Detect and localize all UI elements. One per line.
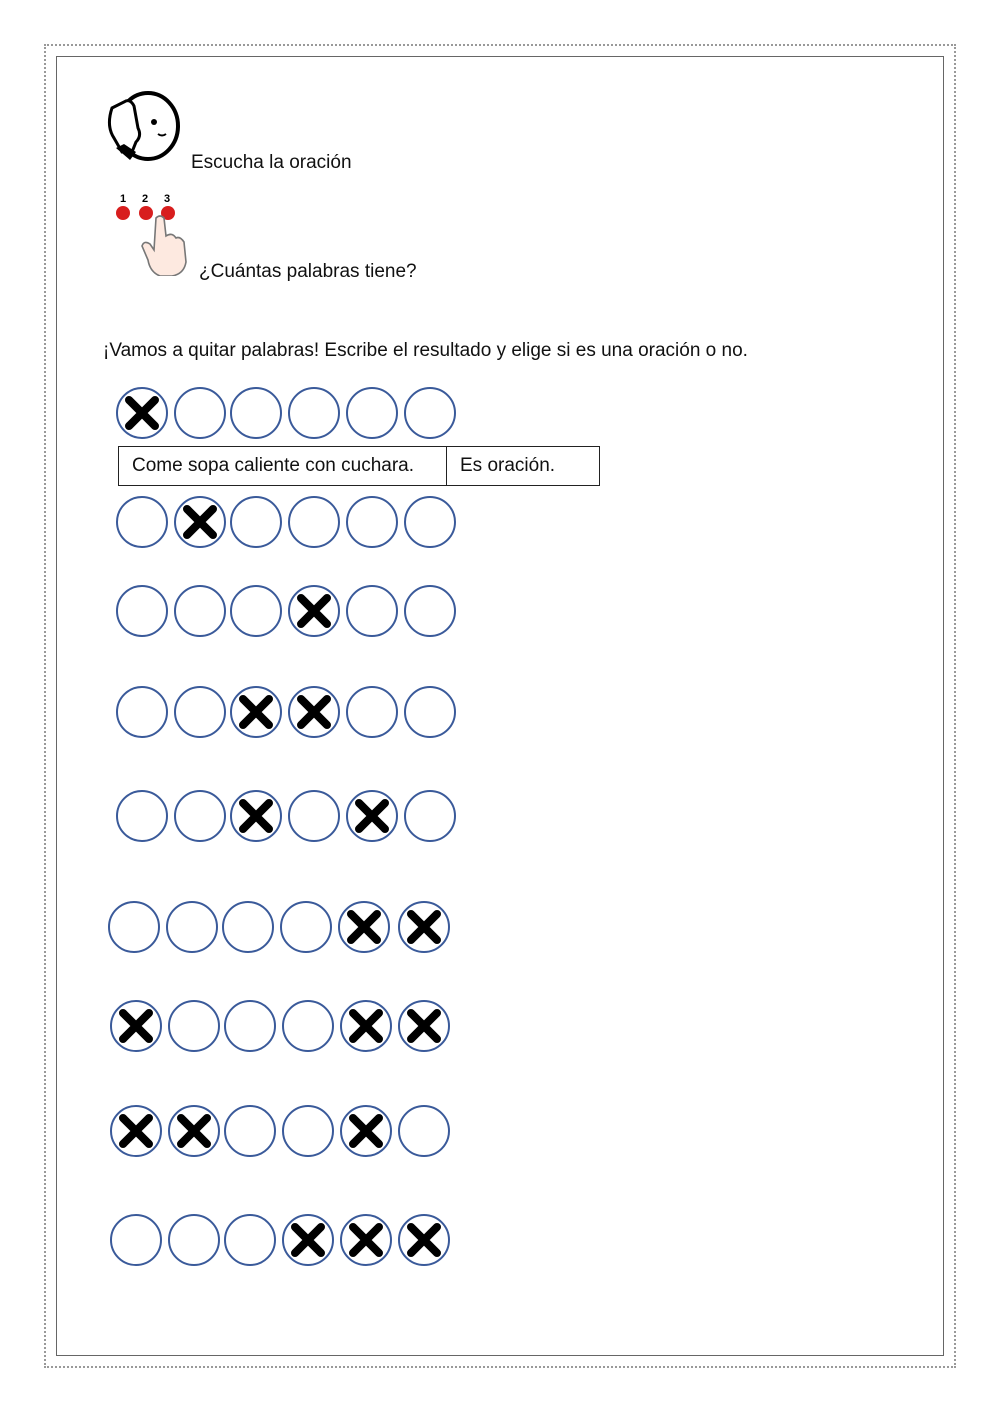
word-circle-crossed[interactable] (398, 901, 450, 953)
word-circle-crossed[interactable] (110, 1000, 162, 1052)
word-circle[interactable] (224, 1214, 276, 1266)
word-circle[interactable] (282, 1105, 334, 1157)
word-circle-crossed[interactable] (338, 901, 390, 953)
cross-mark-icon (295, 592, 333, 630)
word-circle[interactable] (110, 1214, 162, 1266)
count-number-1: 1 (120, 193, 127, 205)
cross-mark-icon (347, 1007, 385, 1045)
cross-mark-icon (123, 394, 161, 432)
circle-row (110, 1214, 460, 1266)
word-circle[interactable] (288, 496, 340, 548)
word-circle-crossed[interactable] (288, 585, 340, 637)
example-sentence[interactable]: Come sopa caliente con cuchara. (119, 447, 447, 485)
word-circle[interactable] (346, 387, 398, 439)
word-circle[interactable] (280, 901, 332, 953)
word-circle[interactable] (404, 686, 456, 738)
cross-mark-icon (405, 908, 443, 946)
word-circle-crossed[interactable] (230, 790, 282, 842)
cross-mark-icon (117, 1007, 155, 1045)
word-circle[interactable] (168, 1000, 220, 1052)
word-circle[interactable] (346, 585, 398, 637)
cross-mark-icon (175, 1112, 213, 1150)
word-circle-crossed[interactable] (230, 686, 282, 738)
word-circle[interactable] (398, 1105, 450, 1157)
cross-mark-icon (347, 1221, 385, 1259)
word-circle[interactable] (224, 1105, 276, 1157)
circle-row (108, 901, 458, 953)
cross-mark-icon (347, 1112, 385, 1150)
cross-mark-icon (405, 1007, 443, 1045)
word-circle[interactable] (230, 585, 282, 637)
word-circle[interactable] (230, 496, 282, 548)
word-circle[interactable] (174, 585, 226, 637)
cross-mark-icon (237, 693, 275, 731)
cross-mark-icon (237, 797, 275, 835)
word-circle-crossed[interactable] (288, 686, 340, 738)
cross-mark-icon (117, 1112, 155, 1150)
word-circle[interactable] (166, 901, 218, 953)
word-circle[interactable] (224, 1000, 276, 1052)
word-circle[interactable] (116, 790, 168, 842)
count-number-2: 2 (142, 193, 149, 205)
example-result-table (118, 446, 600, 486)
circle-row (116, 585, 466, 637)
word-circle[interactable] (116, 686, 168, 738)
word-circle-crossed[interactable] (398, 1000, 450, 1052)
circle-row (116, 496, 466, 548)
word-circle-crossed[interactable] (340, 1000, 392, 1052)
word-circle[interactable] (174, 387, 226, 439)
circle-row (116, 686, 466, 738)
word-circle[interactable] (288, 387, 340, 439)
count-number-3: 3 (164, 193, 171, 205)
word-circle-crossed[interactable] (168, 1105, 220, 1157)
circle-row (110, 1000, 460, 1052)
word-circle[interactable] (168, 1214, 220, 1266)
cross-mark-icon (353, 797, 391, 835)
example-verdict[interactable]: Es oración. (460, 455, 556, 476)
word-circle[interactable] (116, 496, 168, 548)
word-circle[interactable] (174, 686, 226, 738)
word-circle-crossed[interactable] (398, 1214, 450, 1266)
word-circle-crossed[interactable] (282, 1214, 334, 1266)
word-circle-crossed[interactable] (340, 1214, 392, 1266)
word-circle[interactable] (346, 496, 398, 548)
listen-instruction: Escucha la oración (191, 152, 352, 173)
word-circle[interactable] (222, 901, 274, 953)
circle-row (110, 1105, 460, 1157)
word-circle-crossed[interactable] (346, 790, 398, 842)
counting-fingers-icon (110, 190, 190, 276)
word-circle[interactable] (230, 387, 282, 439)
task-instruction: ¡Vamos a quitar palabras! Escribe el resultado y elige si es una oración o no. (103, 340, 748, 361)
word-circle[interactable] (108, 901, 160, 953)
word-circle-crossed[interactable] (340, 1105, 392, 1157)
circle-row (116, 790, 466, 842)
word-circle[interactable] (288, 790, 340, 842)
word-circle[interactable] (346, 686, 398, 738)
word-circle-crossed[interactable] (110, 1105, 162, 1157)
circle-row (116, 387, 466, 439)
word-circle[interactable] (174, 790, 226, 842)
word-circle-crossed[interactable] (174, 496, 226, 548)
cross-mark-icon (345, 908, 383, 946)
word-circle[interactable] (404, 790, 456, 842)
count-instruction: ¿Cuántas palabras tiene? (199, 261, 417, 282)
cross-mark-icon (295, 693, 333, 731)
word-circle-crossed[interactable] (116, 387, 168, 439)
cross-mark-icon (181, 503, 219, 541)
word-circle[interactable] (404, 496, 456, 548)
word-circle[interactable] (116, 585, 168, 637)
word-circle[interactable] (282, 1000, 334, 1052)
cross-mark-icon (289, 1221, 327, 1259)
listen-head-icon (102, 88, 182, 168)
word-circle[interactable] (404, 585, 456, 637)
word-circle[interactable] (404, 387, 456, 439)
cross-mark-icon (405, 1221, 443, 1259)
